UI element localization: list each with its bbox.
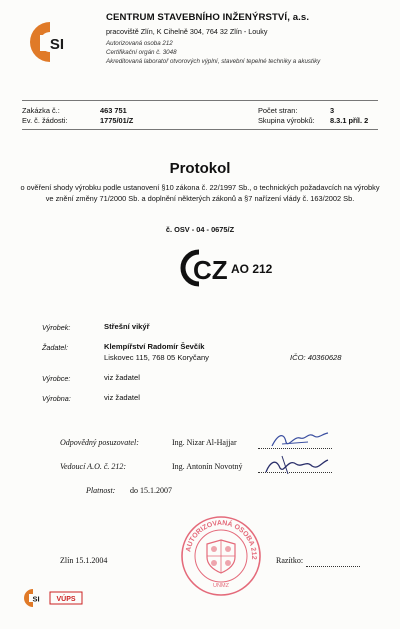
- org-line-co: Certifikační orgán č. 3048: [106, 49, 177, 56]
- ao-number: AO 212: [231, 262, 273, 276]
- zadatel-label: Žadatel:: [42, 343, 68, 352]
- ev-label: Ev. č. žádosti:: [22, 116, 68, 125]
- protocol-number: č. OSV - 04 - 0675/Z: [165, 225, 235, 234]
- document-title: Protokol: [169, 160, 231, 177]
- official-stamp: [180, 515, 262, 597]
- zakazka-label: Zakázka č.:: [22, 106, 60, 115]
- document-subtitle: o ověření shody výrobku podle ustanovení §10 zákona č. 22/1997 Sb., o technických požadavcích na výrobky ve znění změny 71/2000 Sb. a doplnění některých zákonů a §7 nařízení vlády č. 163/2002 Sb.: [20, 183, 380, 203]
- svg-text:VÚPS: VÚPS: [56, 596, 76, 603]
- vyrobek-label: Výrobek:: [42, 323, 71, 332]
- vedouci-label: Vedoucí A.O. č. 212:: [60, 462, 127, 471]
- svg-text:SI: SI: [49, 36, 65, 53]
- odpovedny-signature: [268, 428, 332, 452]
- zakazka-value: 463 751: [100, 106, 127, 115]
- svg-text:SI: SI: [32, 594, 40, 604]
- skupina-label: Skupina výrobků:: [258, 116, 315, 125]
- zadatel-address: Liskovec 115, 768 05 Koryčany: [104, 353, 209, 362]
- zadatel-name: Klempířství Radomír Ševčík: [104, 342, 205, 351]
- org-line-ao: Autorizovaná osoba 212: [106, 40, 173, 47]
- vedouci-signature: [262, 452, 332, 478]
- razitko-label: Razítko:: [276, 556, 304, 565]
- org-line-lab: Akreditovaná laboratoř otvorových výplní, stavební tepelné techniky a akustiky: [106, 58, 321, 65]
- strany-label: Počet stran:: [258, 106, 298, 115]
- vyrobna-value: viz žadatel: [104, 393, 140, 402]
- strany-value: 3: [330, 106, 335, 115]
- odpovedny-name: Ing. Nizar Al-Hajjar: [172, 438, 237, 447]
- vedouci-name: Ing. Antonín Novotný: [172, 462, 243, 471]
- svg-text:CZ: CZ: [193, 255, 228, 285]
- odpovedny-label: Odpovědný posuzovatel:: [60, 438, 139, 447]
- razitko-line: [306, 566, 360, 567]
- header-divider: [22, 100, 378, 101]
- skupina-value: 8.3.1 příl. 2: [330, 116, 369, 125]
- csi-logo: [24, 18, 76, 66]
- org-address: pracoviště Zlín, K Cihelně 304, 764 32 Zlín - Louky: [106, 27, 268, 36]
- ccz-conformity-mark: [177, 246, 229, 290]
- platnost-label: Platnost:: [86, 486, 116, 495]
- svg-text:UNMZ: UNMZ: [213, 583, 229, 589]
- footer-logos: [22, 587, 84, 609]
- meta-divider: [22, 129, 378, 130]
- org-name: CENTRUM STAVEBNÍHO INŽENÝRSTVÍ, a.s.: [106, 12, 310, 23]
- vyrobce-label: Výrobce:: [42, 374, 71, 383]
- svg-text:AUTORIZOVANÁ OSOBA 212: AUTORIZOVANÁ OSOBA 212: [185, 519, 258, 560]
- vyrobna-label: Výrobna:: [42, 394, 71, 403]
- vyrobce-value: viz žadatel: [104, 373, 140, 382]
- place-date: Zlín 15.1.2004: [60, 556, 108, 565]
- ev-value: 1775/01/Z: [100, 116, 134, 125]
- ico-number: IČO: 40360628: [290, 353, 342, 362]
- vyrobek-value: Střešní vikýř: [104, 322, 150, 331]
- platnost-value: do 15.1.2007: [130, 486, 172, 495]
